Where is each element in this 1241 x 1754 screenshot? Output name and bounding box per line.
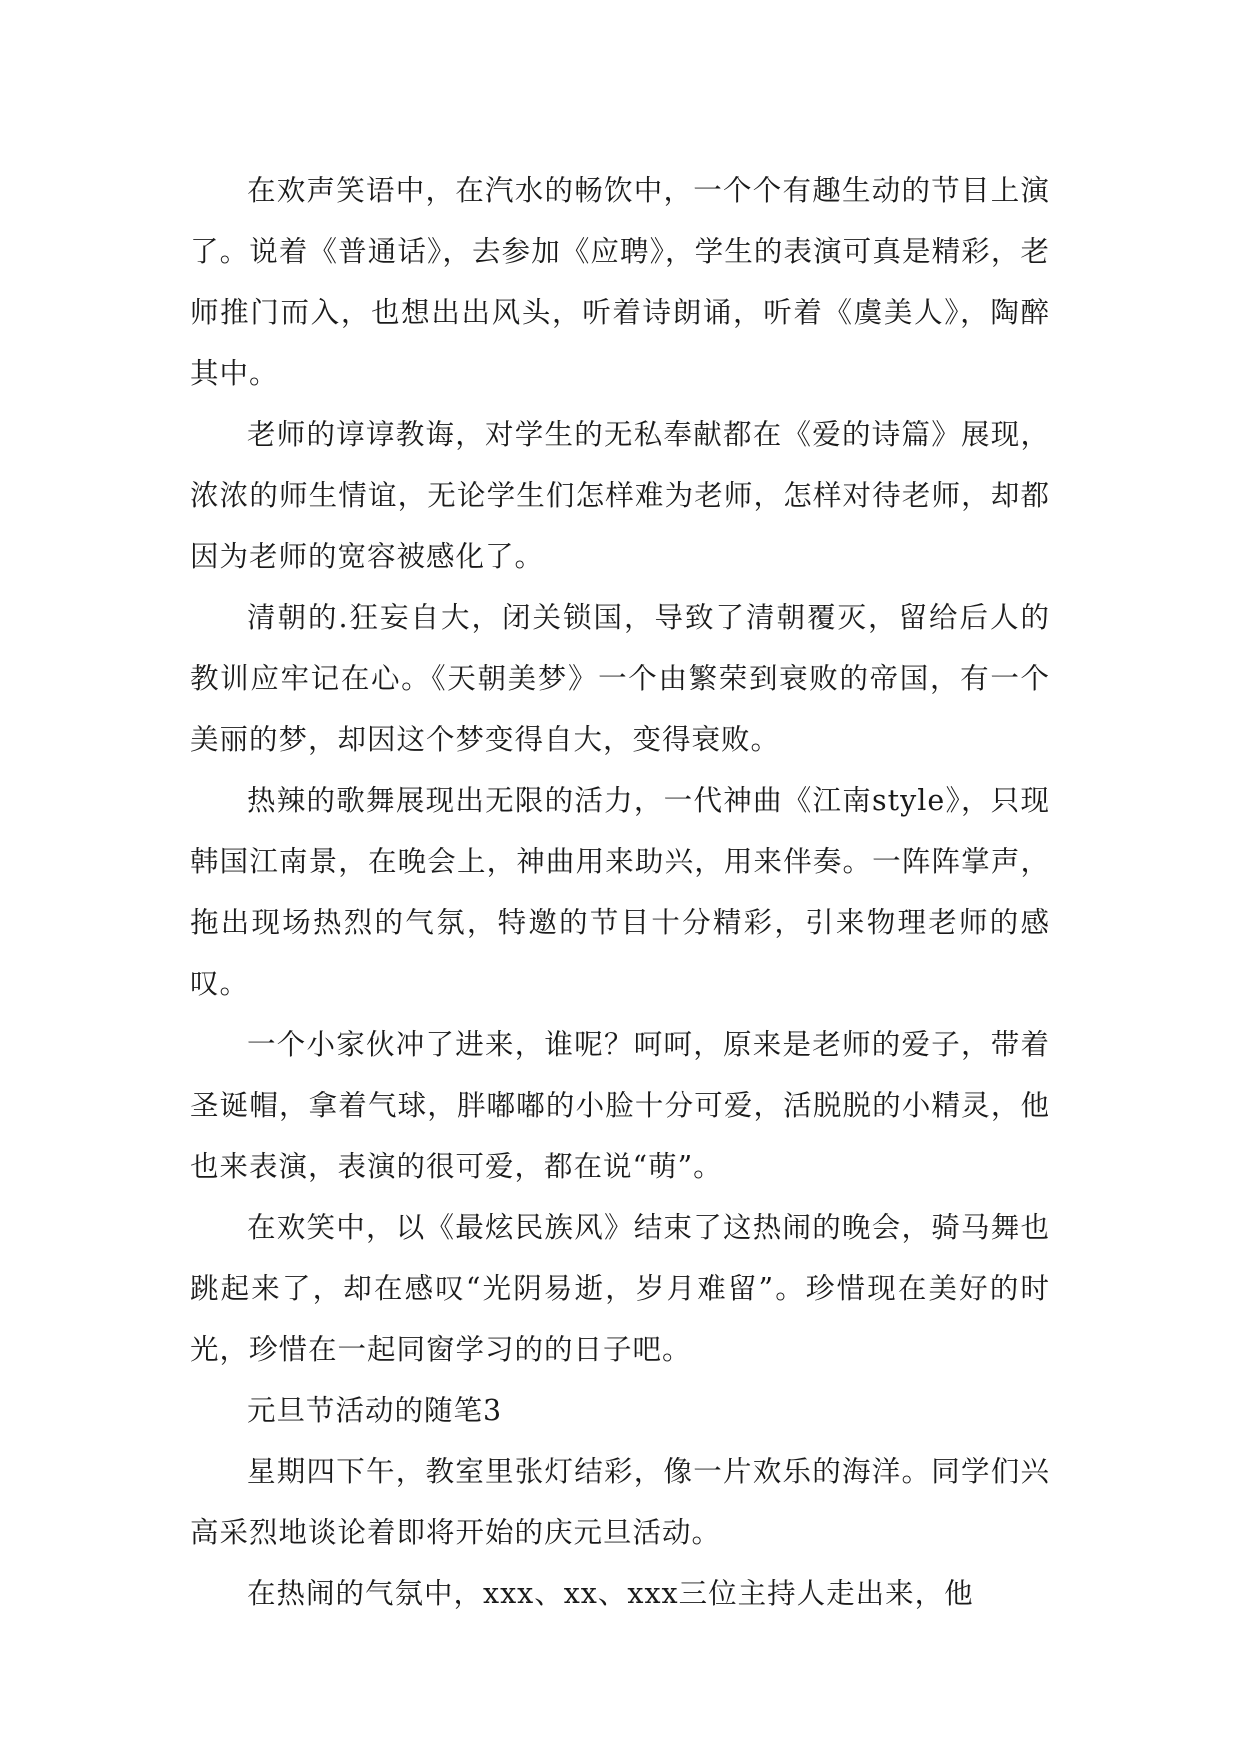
section-paragraph-2: 在热闹的气氛中，xxx、xx、xxx三位主持人走出来，他 bbox=[247, 1577, 974, 1610]
document-body bbox=[190, 160, 1050, 1624]
paragraph-4: 热辣的歌舞展现出无限的活力，一代神曲《江南style》，只现韩国江南景，在晚会上，神曲用来助兴，用来伴奏。一阵阵掌声，拖出现场热烈的气氛，特邀的节目十分精彩，引来物理老师的感叹。 bbox=[190, 784, 1050, 1000]
paragraph-5: 一个小家伙冲了进来，谁呢？呵呵，原来是老师的爱子，带着圣诞帽，拿着气球，胖嘟嘟的小脸十分可爱，活脱脱的小精灵，他也来表演，表演的很可爱，都在说“萌”。 bbox=[190, 1028, 1050, 1183]
paragraph-1: 在欢声笑语中，在汽水的畅饮中，一个个有趣生动的节目上演了。说着《普通话》，去参加《应聘》，学生的表演可真是精彩，老师推门而入，也想出出风头，听着诗朗诵，听着《虞美人》，陶醉其中。 bbox=[190, 174, 1050, 390]
paragraph-2: 老师的谆谆教诲，对学生的无私奉献都在《爱的诗篇》展现，浓浓的师生情谊，无论学生们怎样难为老师，怎样对待老师，却都因为老师的宽容被感化了。 bbox=[190, 418, 1050, 573]
paragraph-3: 清朝的.狂妄自大，闭关锁国，导致了清朝覆灭，留给后人的教训应牢记在心。《天朝美梦》一个由繁荣到衰败的帝国，有一个美丽的梦，却因这个梦变得自大，变得衰败。 bbox=[190, 601, 1050, 756]
section-paragraph-1: 星期四下午，教室里张灯结彩，像一片欢乐的海洋。同学们兴高采烈地谈论着即将开始的庆元旦活动。 bbox=[190, 1455, 1050, 1549]
section-heading: 元旦节活动的随笔3 bbox=[247, 1394, 503, 1427]
paragraph-6: 在欢笑中，以《最炫民族风》结束了这热闹的晚会，骑马舞也跳起来了，却在感叹“光阴易逝，岁月难留”。珍惜现在美好的时光，珍惜在一起同窗学习的的日子吧。 bbox=[190, 1211, 1050, 1366]
